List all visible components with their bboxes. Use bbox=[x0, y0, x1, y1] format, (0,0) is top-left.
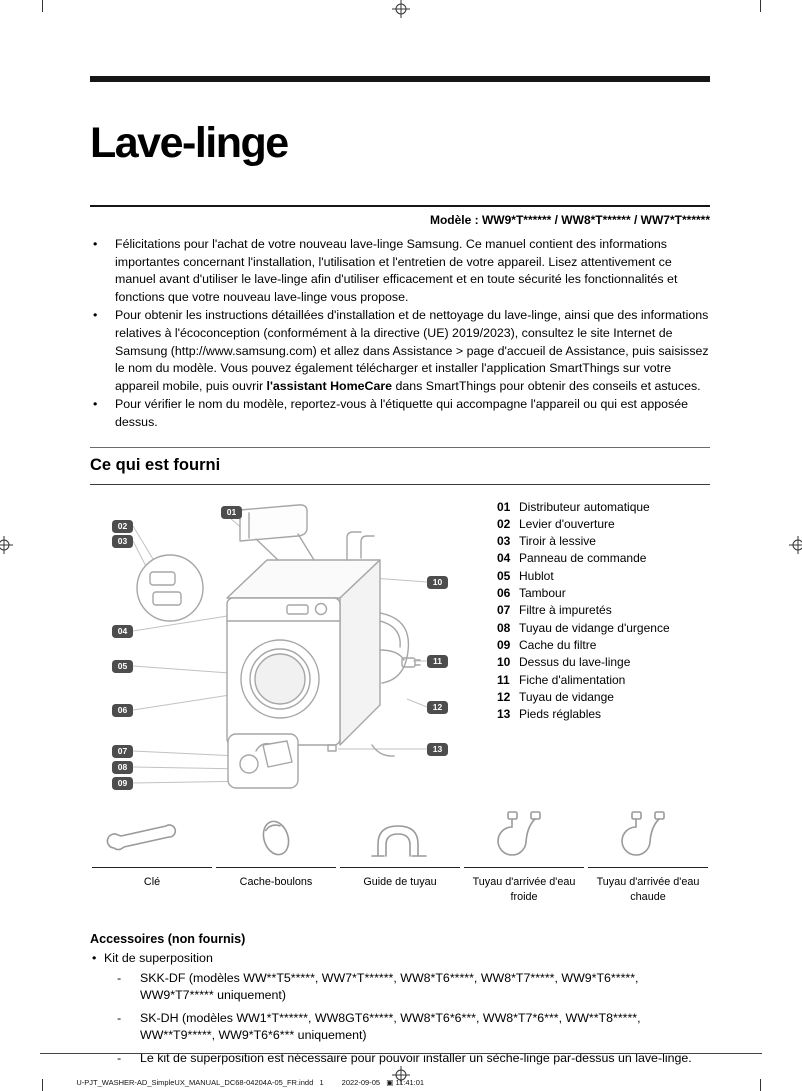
section-heading-supplied: Ce qui est fourni bbox=[90, 447, 710, 485]
kit-model-text: SK-DH (modèles WW1*T******, WW8GT6*****, WW8*T6*6***, WW8*T7*6***, WW**T8*****, WW**T9*****, WW9*T6*6*** uniquement) bbox=[140, 1010, 641, 1043]
footer-file-info: U-PJT_WASHER-AD_SimpleUX_MANUAL_DC68-04204A-05_FR.indd 1 bbox=[76, 1078, 324, 1087]
intro-bullet-1-text: Félicitations pour l'achat de votre nouveau lave-linge Samsung. Ce manuel contient des informations importantes concernant l'installation, l'utilisation et l'entretien de votre appareil. Lisez attentivement ce manuel avant d'utiliser le lave-linge afin d'utiliser efficacement et en toute sécurité les fonctionnalités et fonctions que votre nouveau lave-linge vous propose. bbox=[115, 237, 678, 304]
accessory-underline bbox=[216, 867, 336, 868]
part-number: 06 bbox=[497, 586, 511, 601]
kit-model-item bbox=[90, 970, 710, 1005]
accessory-label: Clé bbox=[143, 875, 161, 888]
part-number: 07 bbox=[497, 603, 511, 618]
part-number: 09 bbox=[497, 637, 511, 652]
part-number: 12 bbox=[497, 689, 511, 704]
intro-bullet-2-bold: l'assistant HomeCare bbox=[266, 378, 393, 393]
parts-list bbox=[497, 499, 670, 724]
accessories-row bbox=[90, 806, 710, 905]
callout-badge-10: 10 bbox=[427, 576, 448, 589]
part-label: Fiche d'alimentation bbox=[519, 672, 626, 687]
accessory-hose-guide bbox=[338, 806, 462, 905]
print-footer bbox=[68, 1069, 424, 1091]
accessory-underline bbox=[340, 867, 460, 868]
part-row bbox=[497, 602, 670, 619]
stacking-kit-label: Kit de superposition bbox=[104, 950, 213, 965]
footer-rule bbox=[40, 1053, 762, 1054]
page-title: Lave-linge bbox=[90, 118, 288, 167]
part-number: 11 bbox=[497, 672, 510, 687]
kit-model-item bbox=[90, 1010, 710, 1045]
footer-datetime: 2022-09-05 ▣ 11:41:01 bbox=[341, 1078, 425, 1087]
accessory-underline bbox=[588, 867, 708, 868]
part-number: 04 bbox=[497, 551, 511, 566]
part-label: Panneau de commande bbox=[519, 551, 647, 566]
part-label: Dessus du lave-linge bbox=[519, 655, 631, 670]
part-row bbox=[497, 637, 670, 654]
part-label: Tambour bbox=[519, 586, 566, 601]
cold-water-hose-icon bbox=[462, 806, 586, 862]
callout-badge-09: 09 bbox=[112, 777, 133, 790]
intro-section bbox=[90, 236, 710, 432]
accessory-underline bbox=[92, 867, 212, 868]
part-label: Levier d'ouverture bbox=[519, 516, 615, 531]
hose-guide-icon bbox=[338, 806, 462, 862]
part-label: Tuyau de vidange bbox=[519, 689, 614, 704]
callout-badge-13: 13 bbox=[427, 743, 448, 756]
kit-model-text: SKK-DF (modèles WW**T5*****, WW7*T******, WW8*T6*****, WW8*T7*****, WW9*T6*****, WW9*T7***** uniquement) bbox=[140, 970, 639, 1003]
bolt-cap-icon bbox=[214, 806, 338, 862]
callout-badge-05: 05 bbox=[112, 660, 133, 673]
crop-mark bbox=[760, 1079, 761, 1091]
crop-mark bbox=[760, 0, 761, 12]
callout-badge-03: 03 bbox=[112, 535, 133, 548]
part-row bbox=[497, 533, 670, 550]
intro-bullet-2-text-end: dans SmartThings pour obtenir des conseils et astuces. bbox=[392, 378, 701, 393]
part-number: 02 bbox=[497, 516, 511, 531]
kit-note-text: Le kit de superposition est nécessaire pour pouvoir installer un sèche-linge par-dessus un lave-linge. bbox=[140, 1050, 692, 1065]
accessory-label: Guide de tuyau bbox=[363, 875, 437, 888]
part-label: Filtre à impuretés bbox=[519, 603, 612, 618]
wrench-icon bbox=[90, 806, 214, 862]
intro-bullet-3 bbox=[90, 396, 710, 431]
callout-badge-01: 01 bbox=[221, 506, 242, 519]
intro-bullet-1 bbox=[90, 236, 710, 306]
stacking-kit-bullet bbox=[90, 951, 710, 965]
accessory-underline bbox=[464, 867, 584, 868]
part-label: Cache du filtre bbox=[519, 637, 597, 652]
callout-badge-12: 12 bbox=[427, 701, 448, 714]
callout-badge-04: 04 bbox=[112, 625, 133, 638]
accessory-label: Cache-boulons bbox=[239, 875, 313, 888]
part-label: Hublot bbox=[519, 568, 554, 583]
registration-mark-right bbox=[789, 536, 802, 554]
part-row bbox=[497, 689, 670, 706]
hot-water-hose-icon bbox=[586, 806, 710, 862]
registration-mark-left bbox=[0, 536, 13, 554]
part-row bbox=[497, 516, 670, 533]
part-label: Pieds réglables bbox=[519, 707, 602, 722]
part-number: 08 bbox=[497, 620, 511, 635]
callout-badge-06: 06 bbox=[112, 704, 133, 717]
part-number: 13 bbox=[497, 707, 511, 722]
accessory-label: Tuyau d'arrivée d'eau bbox=[472, 875, 576, 888]
callout-badge-08: 08 bbox=[112, 761, 133, 774]
part-label: Distributeur automatique bbox=[519, 499, 650, 514]
crop-mark bbox=[42, 1079, 43, 1091]
part-row bbox=[497, 620, 670, 637]
not-supplied-heading: Accessoires (non fournis) bbox=[90, 931, 246, 946]
part-row bbox=[497, 672, 670, 689]
part-row bbox=[497, 568, 670, 585]
part-row bbox=[497, 585, 670, 602]
accessory-hot-hose bbox=[586, 806, 710, 905]
part-label: Tiroir à lessive bbox=[519, 534, 596, 549]
part-label: Tuyau de vidange d'urgence bbox=[519, 620, 670, 635]
model-line: Modèle : WW9*T****** / WW8*T****** / WW7*T****** bbox=[90, 205, 710, 227]
accessory-label: Tuyau d'arrivée d'eau bbox=[596, 875, 700, 888]
callout-badge-02: 02 bbox=[112, 520, 133, 533]
part-number: 03 bbox=[497, 534, 511, 549]
accessory-wrench bbox=[90, 806, 214, 905]
washer-diagram-area bbox=[90, 498, 710, 800]
part-row bbox=[497, 654, 670, 671]
part-row bbox=[497, 499, 670, 516]
crop-mark bbox=[42, 0, 43, 12]
intro-bullet-2 bbox=[90, 307, 710, 395]
part-number: 10 bbox=[497, 655, 511, 670]
callout-badge-07: 07 bbox=[112, 745, 133, 758]
intro-bullet-2-text: Pour obtenir les instructions détaillées d'installation et de nettoyage du lave-linge, ainsi que des informations relatives à l'écoconception (conformément à la directive (UE) 2019/2023), consultez le site Internet de Samsung (http://www.samsung.com) et allez dans Assistance > page d'accueil de Assistance, puis saisissez le nom du modèle. Vous pouvez également télécharger et installer l'application SmartThings sur votre appareil mobile, puis ouvrir bbox=[115, 308, 709, 393]
part-number: 01 bbox=[497, 499, 511, 514]
intro-bullet-3-text: Pour vérifier le nom du modèle, reportez-vous à l'étiquette qui accompagne l'appareil ou qui est apposée dessus. bbox=[115, 397, 688, 429]
part-number: 05 bbox=[497, 568, 511, 583]
accessory-cold-hose bbox=[462, 806, 586, 905]
part-row bbox=[497, 706, 670, 723]
callout-badge-11: 11 bbox=[427, 655, 448, 668]
accessory-label-line2: chaude bbox=[630, 890, 666, 903]
part-row bbox=[497, 550, 670, 567]
accessory-label-line2: froide bbox=[510, 890, 538, 903]
page-content bbox=[90, 0, 710, 1073]
title-rule bbox=[90, 76, 710, 82]
accessory-bolt-cap bbox=[214, 806, 338, 905]
